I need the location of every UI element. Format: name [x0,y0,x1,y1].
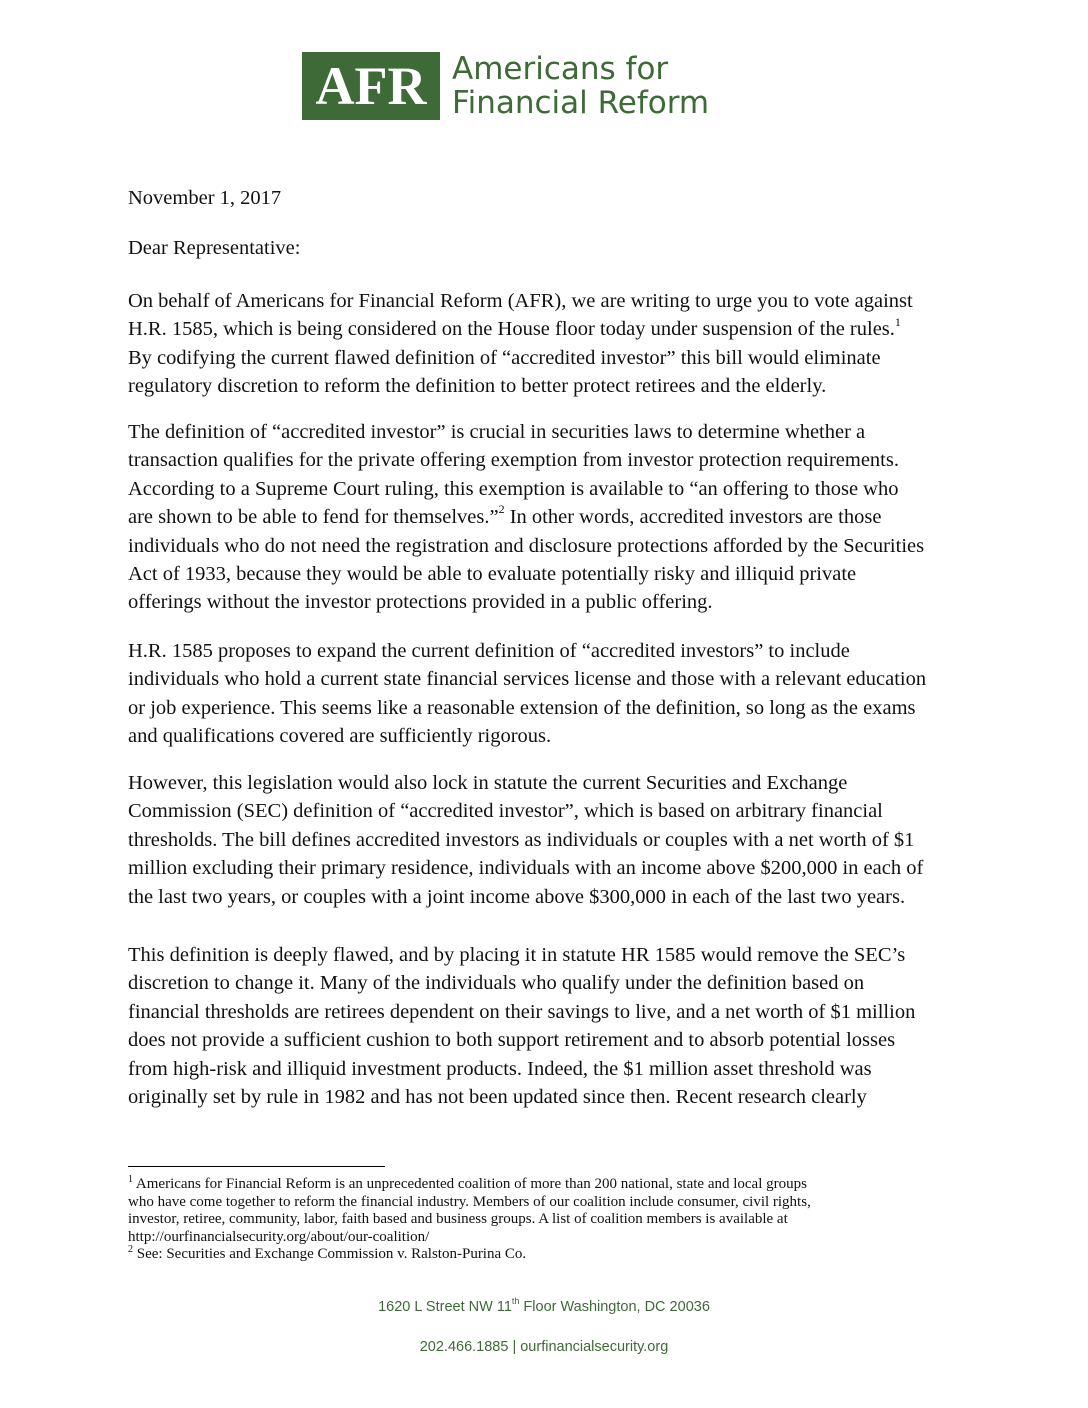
paragraph-line: However, this legislation would also lock in statute the current Securities and Exchange [128,772,848,794]
paragraph-line-text: In other words, accredited investors are those [504,506,882,529]
paragraph-line [128,503,968,531]
footer-address-ordinal: th [511,1296,520,1307]
paragraph-line-text: are shown to be able to fend for themselves.” [128,506,499,529]
paragraph-5 [128,941,968,1111]
paragraph-line [128,315,968,343]
logo-name-line-2: Financial Reform [452,85,710,121]
footnote-1-number: 1 [128,1174,133,1185]
footnote-2-number: 2 [128,1244,133,1256]
paragraph-3 [128,637,968,751]
paragraph-line: H.R. 1585 proposes to expand the current definition of “accredited investors” to include [128,640,850,662]
paragraph-line: thresholds. The bill defines accredited investors as individuals or couples with a net worth of $1 [128,828,915,851]
footnote-1-line [128,1176,968,1194]
logo-abbr: AFR [302,52,440,120]
logo-name-line-1: Americans for [452,51,669,87]
paragraph-line: The definition of “accredited investor” is crucial in securities laws to determine whether a [128,421,866,443]
paragraph-line: individuals who hold a current state financial services license and those with a relevant education [128,668,927,691]
afr-logo [302,52,709,120]
footer-address [0,1296,1088,1315]
footnote-1-line: who have come together to reform the financial industry. Members of our coalition include consumer, civil rights, [128,1193,811,1210]
paragraph-line: offerings without the investor protections provided in a public offering. [128,591,713,614]
paragraph-line: individuals who do not need the registration and disclosure protections afforded by the Securities [128,534,925,557]
paragraph-line: regulatory discretion to reform the definition to better protect retirees and the elderly. [128,375,827,398]
paragraph-line: the last two years, or couples with a joint income above $300,000 in each of the last two years. [128,885,906,908]
paragraph-line: Act of 1933, because they would be able to evaluate potentially risky and illiquid private [128,563,857,586]
logo-name [452,52,709,120]
paragraph-line: or job experience. This seems like a reasonable extension of the definition, so long as the exams [128,696,916,719]
footnotes [128,1176,968,1264]
paragraph-line: does not provide a sufficient cushion to both support retirement and to absorb potential losses [128,1029,896,1052]
salutation: Dear Representative: [128,237,301,259]
footer-contact: 202.466.1885 | ourfinancialsecurity.org [419,1339,669,1355]
paragraph-line: and qualifications covered are sufficiently rigorous. [128,725,552,748]
paragraph-line-text: H.R. 1585, which is being considered on the House floor today under suspension of the rules. [128,318,895,341]
footnote-text: See: Securities and Exchange Commission v. Ralston-Purina Co. [133,1246,527,1263]
paragraph-line: By codifying the current flawed definition of “accredited investor” this bill would eliminate [128,346,881,369]
footnote-text: Americans for Financial Reform is an unprecedented coalition of more than 200 national, state and local groups [133,1176,807,1192]
paragraph-line: According to a Supreme Court ruling, this exemption is available to “an offering to those who [128,477,899,500]
footnote-1-link[interactable]: http://ourfinancialsecurity.org/about/our-coalition/ [128,1228,430,1245]
paragraph-2 [128,418,968,617]
paragraph-line: discretion to change it. Many of the individuals who qualify under the definition based on [128,972,865,995]
footnote-divider [128,1166,385,1167]
paragraph-line: originally set by rule in 1982 and has not been updated since then. Recent research clearly [128,1086,867,1109]
footnote-ref-2: 2 [498,502,505,517]
paragraph-1 [128,287,968,401]
paragraph-line: transaction qualifies for the private offering exemption from investor protection requirements. [128,449,899,472]
footer-address-text: Floor Washington, DC 20036 [519,1299,710,1315]
footnote-1-line: investor, retiree, community, labor, faith based and business groups. A list of coalition members is available at [128,1211,788,1228]
paragraph-line: Commission (SEC) definition of “accredited investor”, which is based on arbitrary financial [128,800,883,823]
letter-date: November 1, 2017 [128,187,282,209]
footnote-2-line [128,1246,968,1264]
footnote-ref-1: 1 [894,314,901,329]
paragraph-line: On behalf of Americans for Financial Reform (AFR), we are writing to urge you to vote against [128,290,913,312]
paragraph-line: million excluding their primary residence, individuals with an income above $200,000 in each of [128,857,924,880]
paragraph-4 [128,769,968,911]
footer-address-text: 1620 L Street NW 11 [378,1299,512,1315]
paragraph-line: financial thresholds are retirees dependent on their savings to live, and a net worth of $1 million [128,1000,916,1023]
paragraph-line: from high-risk and illiquid investment products. Indeed, the $1 million asset threshold was [128,1057,872,1080]
paragraph-line: This definition is deeply flawed, and by placing it in statute HR 1585 would remove the SEC’s [128,944,906,966]
